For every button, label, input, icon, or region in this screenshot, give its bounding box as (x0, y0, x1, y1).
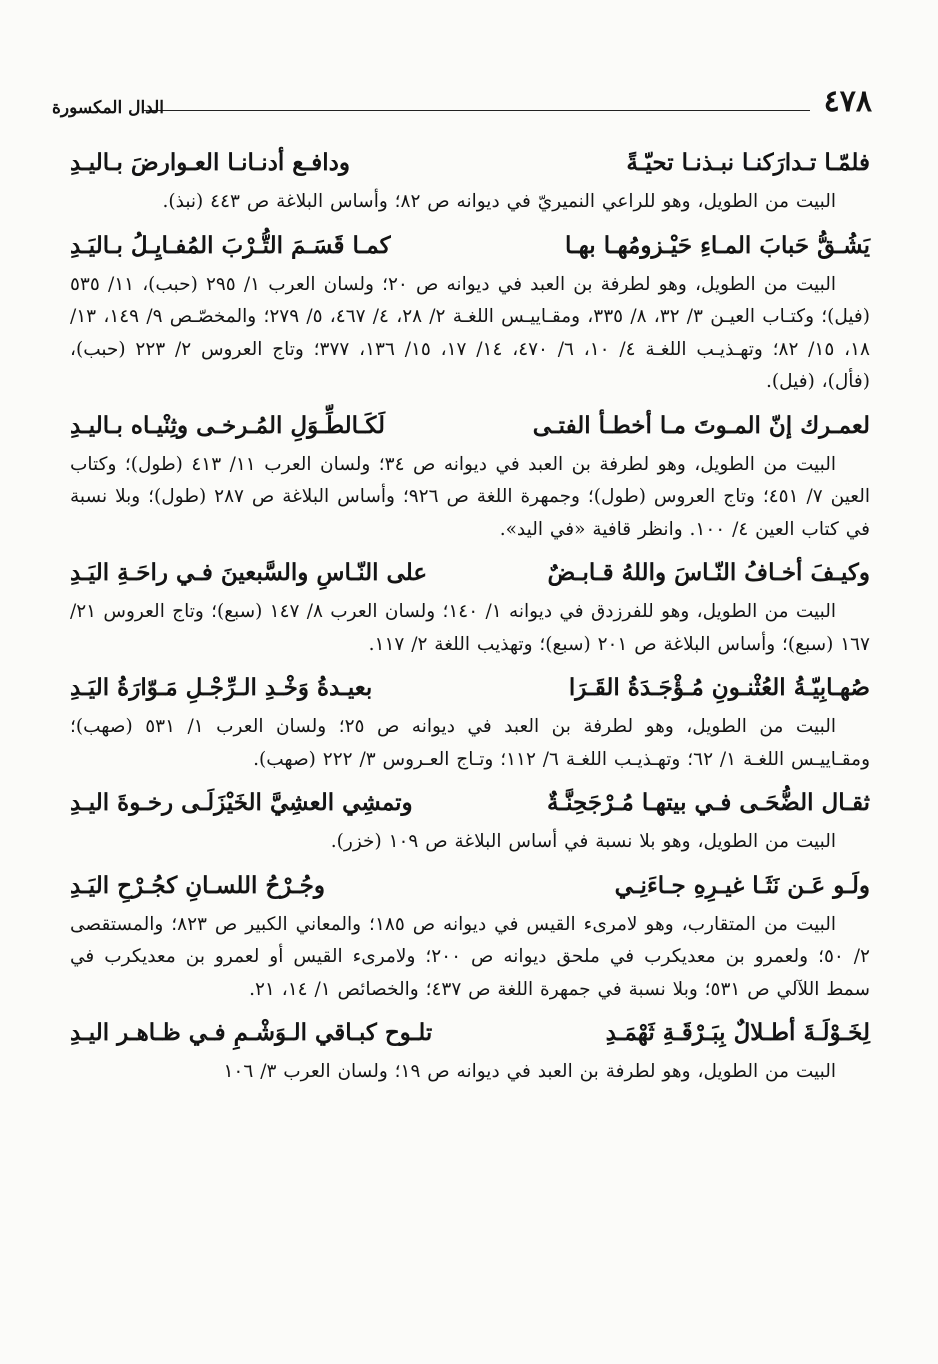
verse-line (70, 863, 870, 909)
verse-first-hemistich: وكيـفَ أخـافُ النّـاسَ واللهُ قـابـضٌ (547, 559, 870, 586)
verse-line (70, 780, 870, 826)
verse-citation: البيت من الطويل، وهو بلا نسبة في أساس البلاغة ص ١٠٩ (خزر). (330, 831, 836, 852)
verse-second-hemistich: على النّـاسِ والسَّبعينَ فـي راحَـةِ اليَـدِ (70, 559, 428, 586)
verse-line (70, 403, 870, 449)
verse-first-hemistich: ولَـو عَـن نَثَـا غيـرِهِ جـاءَنِـي (614, 871, 870, 899)
verse-line (70, 665, 870, 711)
verse-second-hemistich: بعيـدةُ وَخْـدِ الـرِّجْـلِ مَـوّارَةُ اليَـدِ (70, 674, 373, 701)
running-title: الدال المكسورة (52, 98, 165, 118)
verse-citation: البيت من الطويل، وهو لطرفة بن العبد في ديوانه ص ٢٥؛ ولسان العرب ١/ ٥٣١ (صهب)؛ ومقـاييـس اللغـة ١/ ٦٢؛ وتهـذيـب اللغـة ٦/ ١١٢؛ وتـاج العـروس ٣/ ٢٢٢ (صهب). (70, 716, 870, 770)
header-rule (144, 110, 810, 111)
verse-first-hemistich: يَشُـقُّ حَبابَ المـاءِ حَيْـزومُهـا بهـا (564, 231, 870, 259)
verse-entry-8 (70, 1010, 870, 1089)
verse-second-hemistich: وتمشِي العشِيَّ الخَيْزَلَـى رخـوةَ اليـدِ (70, 789, 413, 816)
verse-entry-2 (70, 223, 870, 399)
verse-second-hemistich: تلـوح كبـاقي الـوَشْـمِ فـي ظـاهـر اليـدِ (70, 1019, 433, 1046)
verse-line (70, 550, 870, 596)
verse-entry-6 (70, 780, 870, 859)
verse-citation: البيت من الطويل، وهو للفرزدق في ديوانه ١/ ١٤٠؛ ولسان العرب ٨/ ١٤٧ (سبع)؛ وتاج العروس ٢١/ ١٦٧ (سبع)؛ وأساس البلاغة ص ٢٠١ (سبع)؛ وتهذيب اللغة ٢/ ١١٧. (70, 601, 870, 655)
verse-first-hemistich: فلمّـا تـدارَكنـا نبـذنـا تحيّـةً (626, 149, 870, 176)
verse-entry-4 (70, 550, 870, 661)
verse-entry-7 (70, 863, 870, 1007)
verse-entry-1 (70, 140, 870, 219)
verse-citation: البيت من الطويل، وهو للراعي النميريّ في ديوانه ص ٨٢؛ وأساس البلاغة ص ٤٤٣ (نبذ). (162, 191, 836, 212)
verse-entry-3 (70, 403, 870, 547)
verse-second-hemistich: كمـا قَسَـمَ التُّـرْبَ المُفـايِـلُ بـاليَـدِ (70, 231, 391, 259)
page-body (70, 140, 870, 1089)
page-number: ٤٧٨ (823, 84, 872, 119)
verse-first-hemistich: ثقـال الضُّحَـى فـي بيتهـا مُـرْجَحِنَّـةٌ (547, 789, 870, 816)
verse-entry-5 (70, 665, 870, 776)
verse-second-hemistich: وجُـرْحُ اللسـانِ كجُـرْحِ اليَـدِ (70, 871, 326, 899)
verse-line (70, 140, 870, 186)
verse-citation: البيت من الطويل، وهو لطرفة بن العبد في ديوانه ص ٢٠؛ ولسان العرب ١/ ٢٩٥ (حبب)، ١١/ ٥٣٥ (فيل)؛ وكتـاب العيـن ٣/ ٣٢، ٨/ ٣٣٥، ومقـاييـس اللغـة ٢/ ٢٨، ٤/ ٤٦٧، ٥/ ٢٧٩؛ والمخصّـص ٩/ ١٤٩، ١٣/ ١٨، ١٥/ ٨٢؛ وتهـذيـب اللغـة ٤/ ١٠، ٦/ ٤٧٠، ١٤/ ١٧، ١٥/ ١٣٦، ٣٧٧؛ وتاج العروس ٢/ ٢٢٣ (حبب)، (فأل)، (فيل). (70, 273, 870, 392)
verse-line (70, 1010, 870, 1056)
page-header (52, 82, 872, 126)
verse-second-hemistich: ودافـع أدنـانـا العـوارضَ بـاليـدِ (70, 149, 350, 176)
verse-first-hemistich: صُهـابِيّـةُ العُثْنـونِ مُـؤْجَـدَةُ القَـرَا (568, 674, 870, 701)
verse-line (70, 223, 870, 269)
verse-citation: البيت من الطويل، وهو لطرفة بن العبد في ديوانه ص ٣٤؛ ولسان العرب ١١/ ٤١٣ (طول)؛ وكتاب العين ٧/ ٤٥١؛ وتاج العروس (طول)؛ وجمهرة اللغة ص ٩٢٦؛ وأساس البلاغة ص ٢٨٧ (طول)؛ وبلا نسبة في كتاب العين ٤/ ١٠٠. وانظر قافية «في اليد». (70, 453, 870, 540)
verse-citation: البيت من الطويل، وهو لطرفة بن العبد في ديوانه ص ١٩؛ ولسان العرب ٣/ ١٠٦ (223, 1061, 836, 1082)
verse-first-hemistich: لعمـرك إنّ المـوتَ مـا أخطـأ الفتـى (532, 411, 870, 439)
verse-citation: البيت من المتقارب، وهو لامرىء القيس في ديوانه ص ١٨٥؛ والمعاني الكبير ص ٨٢٣؛ والمستقصى ٢/ ٥٠؛ ولعمرو بن معديكرب في ملحق ديوانه ص ٢٠٠؛ ولامرىء القيس أو لعمرو بن معديكرب في سمط اللآلي ص ٥٣١؛ وبلا نسبة في جمهرة اللغة ص ٤٣٧؛ والخصائص ١/ ١٤، ٢١. (70, 913, 870, 1000)
verse-second-hemistich: لَكَـالطِّـوَلِ المُـرخـى وثِنْيـاه بـاليـدِ (70, 411, 386, 439)
verse-first-hemistich: لِخَـوْلَـةَ أطـلالٌ بِبَـرْقَـةِ ثَهْمَـدِ (605, 1019, 870, 1046)
